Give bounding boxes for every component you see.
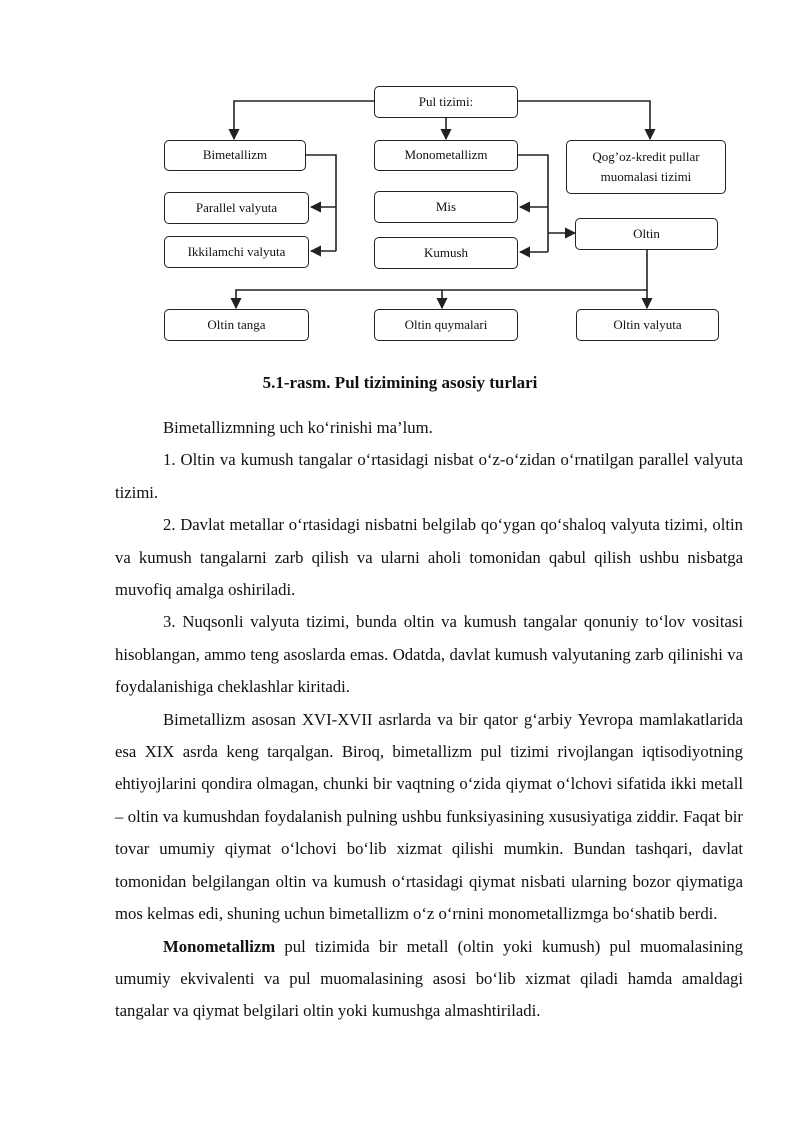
paragraph-4: 3. Nuqsonli valyuta tizimi, bunda oltin va kumush tangalar qonuniy to‘lov vositasi hisoblangan, ammo teng asoslarda emas. Odatda, davlat kumush valyutaning zarb qilinishi va foydalanishiga cheklashlar kiritadi. [115, 612, 743, 697]
node-mis [374, 191, 518, 223]
node-oltin-quymalari [374, 309, 518, 341]
node-monometallizm-label: Monometallizm [404, 147, 488, 163]
paragraph-6-rest: pul tizimida bir metall (oltin yoki kumush) pul muomalasining umumiy ekvivalenti va pul muomalasining asosi bo‘lib xizmat qiladi hamda amaldagi tangalar va qiymat belgilari oltin yoki kumushga almashtiriladi. [115, 936, 743, 1021]
node-bimetallizm [164, 140, 306, 171]
node-ikkilamchi-valyuta [164, 236, 309, 268]
paragraph-6 [115, 931, 743, 1028]
node-oltin-tanga-label: Oltin tanga [207, 316, 266, 332]
node-oltin-label: Oltin [633, 225, 660, 241]
node-qogoz-kredit-label: Qog’oz-kredit pullar muomalasi tizimi [592, 148, 700, 184]
node-pul-tizimi-label: Pul tizimi: [418, 93, 474, 109]
node-oltin-valyuta [576, 309, 719, 341]
node-monometallizm [374, 140, 518, 171]
node-oltin-valyuta-label: Oltin valyuta [613, 316, 682, 332]
node-oltin-quymalari-label: Oltin quymalari [404, 316, 488, 332]
figure-caption: 5.1-rasm. Pul tizimining asosiy turlari [262, 373, 538, 392]
body-text [115, 412, 743, 1028]
node-oltin [575, 218, 718, 250]
paragraph-3: 2. Davlat metallar o‘rtasidagi nisbatni belgilab qo‘ygan qo‘shaloq valyuta tizimi, oltin va kumush tangalarni zarb qilish va ularni aholi tomonidan qabul qilish ushbu nisbatga muvofiq amalga oshiriladi. [115, 515, 743, 600]
node-qogoz-kredit [566, 140, 726, 194]
node-ikkilamchi-valyuta-label: Ikkilamchi valyuta [187, 243, 286, 259]
node-parallel-valyuta [164, 192, 309, 224]
node-pul-tizimi [374, 86, 518, 118]
term-monometallizm: Monometallizm [163, 936, 276, 956]
paragraph-5: Bimetallizm asosan XVI-XVII asrlarda va bir qator g‘arbiy Yevropa mamlakatlarida esa XIX asrda keng tarqalgan. Biroq, bimetallizm pul tizimi rivojlangan iqtisodiyotning ehtiyojlarini qondira olmagan, chunki bir vaqtning o‘zida qiymat o‘lchovi sifatida ikki metall – oltin va kumushdan foydalanish pulning ushbu funksiyasining xususiyatiga ziddir. Faqat bir tovar umumiy qiymat o‘lchovi bo‘lib xizmat qilishi mumkin. Bundan tashqari, davlat tomonidan belgilangan oltin va kumush o‘rtasidagi qiymat nisbati ularning bozor qiymatiga mos kelmas edi, shuning uchun bimetallizm o‘z o‘rnini monometallizmga bo‘shatib berdi. [115, 709, 743, 924]
node-mis-label: Mis [435, 198, 457, 214]
node-bimetallizm-label: Bimetallizm [202, 147, 268, 163]
node-kumush [374, 237, 518, 269]
node-kumush-label: Kumush [423, 244, 469, 260]
node-parallel-valyuta-label: Parallel valyuta [195, 199, 278, 215]
paragraph-2: 1. Oltin va kumush tangalar o‘rtasidagi nisbat o‘z-o‘zidan o‘rnatilgan parallel valyuta tizimi. [115, 450, 743, 502]
node-oltin-tanga [164, 309, 309, 341]
paragraph-1: Bimetallizmning uch ko‘rinishi ma’lum. [163, 418, 433, 437]
